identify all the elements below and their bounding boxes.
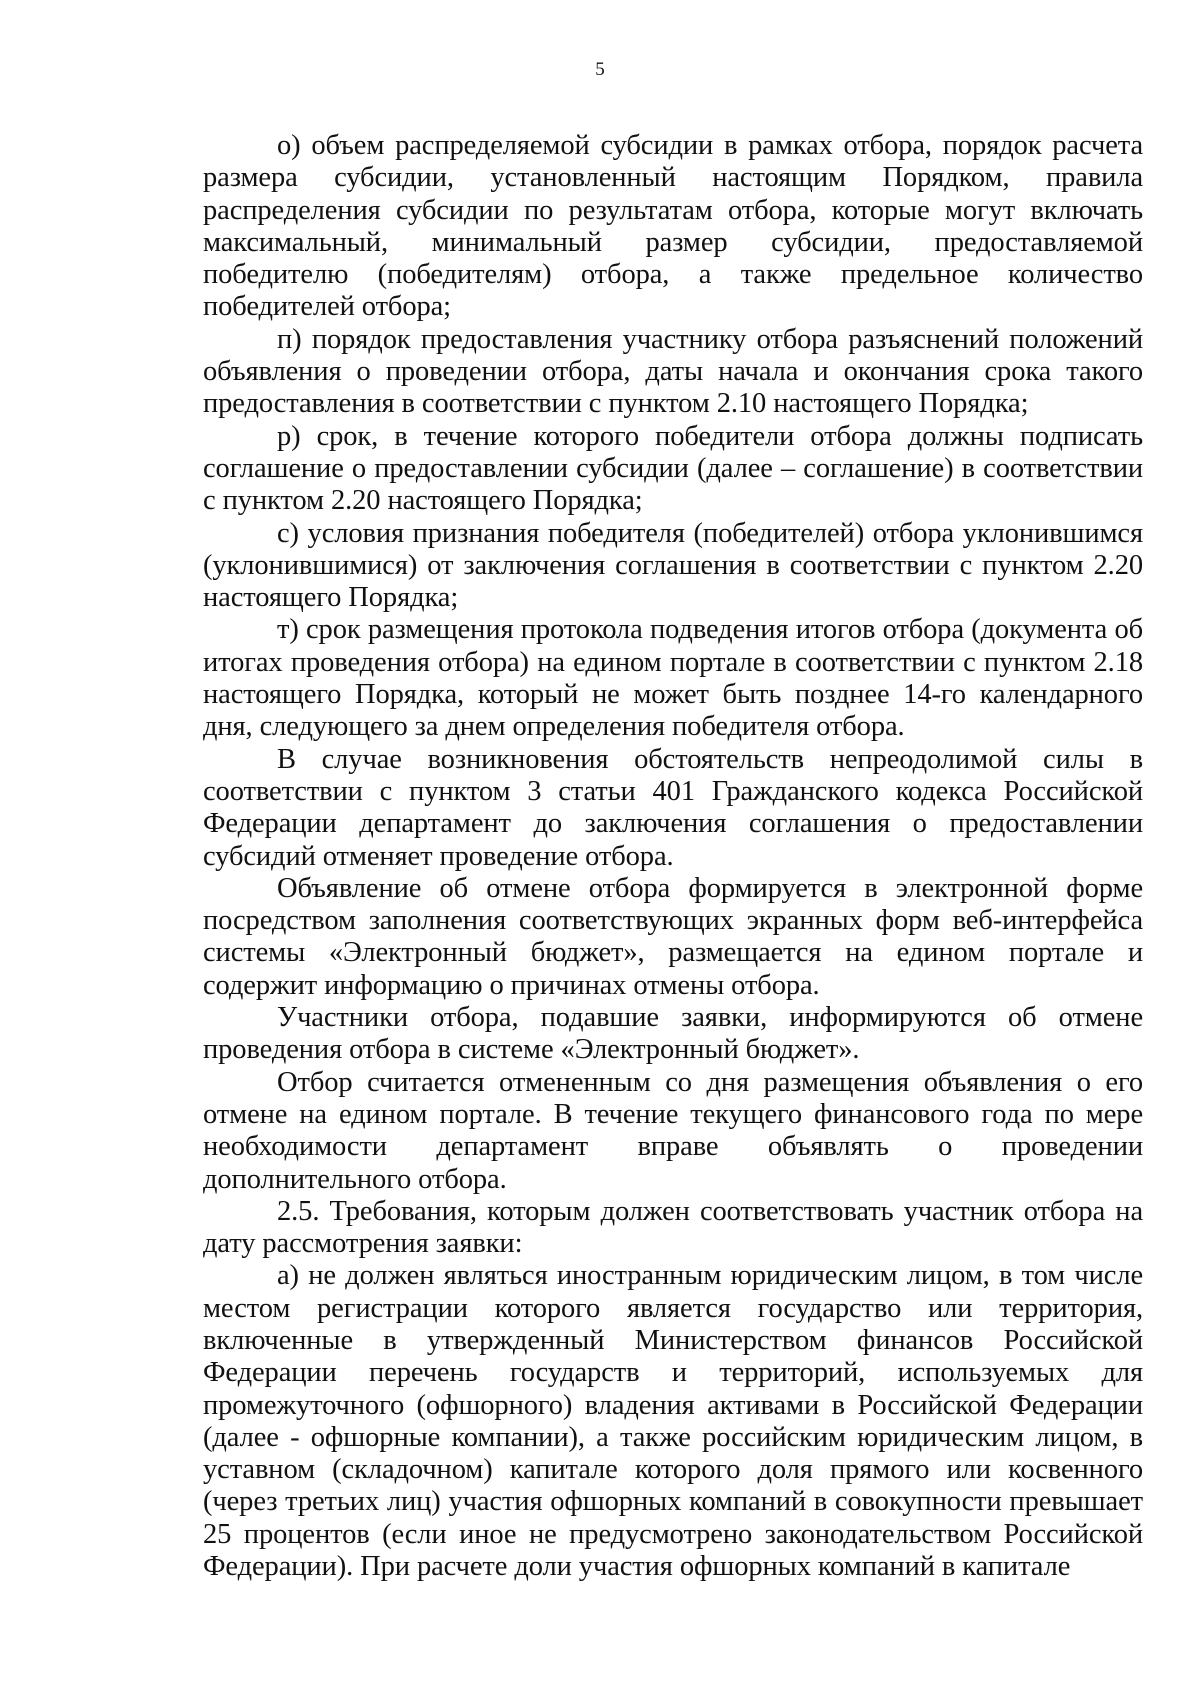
paragraph-r: р) срок, в течение которого победители отбора должны подписать соглашение о предоставлении субсидии (далее – соглашение) в соответствии с пунктом 2.20 настоящего Порядка;: [203, 420, 1143, 517]
paragraph-force-majeure: В случае возникновения обстоятельств непреодолимой силы в соответствии с пунктом 3 статьи 401 Гражданского кодекса Российской Федерации департамент до заключения соглашения о предоставлении субсидий отменяет проведение отбора.: [203, 743, 1143, 872]
page-number: 5: [595, 59, 605, 80]
paragraph-cancellation-notice: Объявление об отмене отбора формируется в электронной форме посредством заполнения соответствующих экранных форм веб-интерфейса системы «Электронный бюджет», размещается на едином портале и содержит информацию о причинах отмены отбора.: [203, 872, 1143, 1001]
paragraph-selection-cancelled: Отбор считается отмененным со дня размещения объявления о его отмене на едином портале. В течение текущего финансового года по мере необходимости департамент вправе объявлять о проведении дополнительного отбора.: [203, 1066, 1143, 1195]
paragraph-o: о) объем распределяемой субсидии в рамках отбора, порядок расчета размера субсидии, установленный настоящим Порядком, правила распределения субсидии по результатам отбора, которые могут включать максимальный, минимальный размер субсидии, предоставляемой победителю (победителям) отбора, а также предельное количество победителей отбора;: [203, 130, 1143, 323]
paragraph-participants-informed: Участники отбора, подавшие заявки, информируются об отмене проведения отбора в системе «Электронный бюджет».: [203, 1002, 1143, 1066]
paragraph-s: с) условия признания победителя (победителей) отбора уклонившимся (уклонившимися) от заключения соглашения в соответствии с пунктом 2.20 настоящего Порядка;: [203, 517, 1143, 614]
document-body: [203, 130, 1143, 1583]
paragraph-section-2-5: 2.5. Требования, которым должен соответствовать участник отбора на дату рассмотрения заявки:: [203, 1195, 1143, 1260]
paragraph-t: т) срок размещения протокола подведения итогов отбора (документа об итогах проведения отбора) на едином портале в соответствии с пунктом 2.18 настоящего Порядка, который не может быть позднее 14-го календарного дня, следующего за днем определения победителя отбора.: [203, 614, 1143, 743]
paragraph-p: п) порядок предоставления участнику отбора разъяснений положений объявления о проведении отбора, даты начала и окончания срока такого предоставления в соответствии с пунктом 2.10 настоящего Порядка;: [203, 323, 1143, 420]
paragraph-a: а) не должен являться иностранным юридическим лицом, в том числе местом регистрации которого является государство или территория, включенные в утвержденный Министерством финансов Российской Федерации перечень государств и территорий, используемых для промежуточного (офшорного) владения активами в Российской Федерации (далее - офшорные компании), а также российским юридическим лицом, в уставном (складочном) капитале которого доля прямого или косвенного (через третьих лиц) участия офшорных компаний в совокупности превышает 25 процентов (если иное не предусмотрено законодательством Российской Федерации). При расчете доли участия офшорных компаний в капитале: [203, 1260, 1143, 1583]
